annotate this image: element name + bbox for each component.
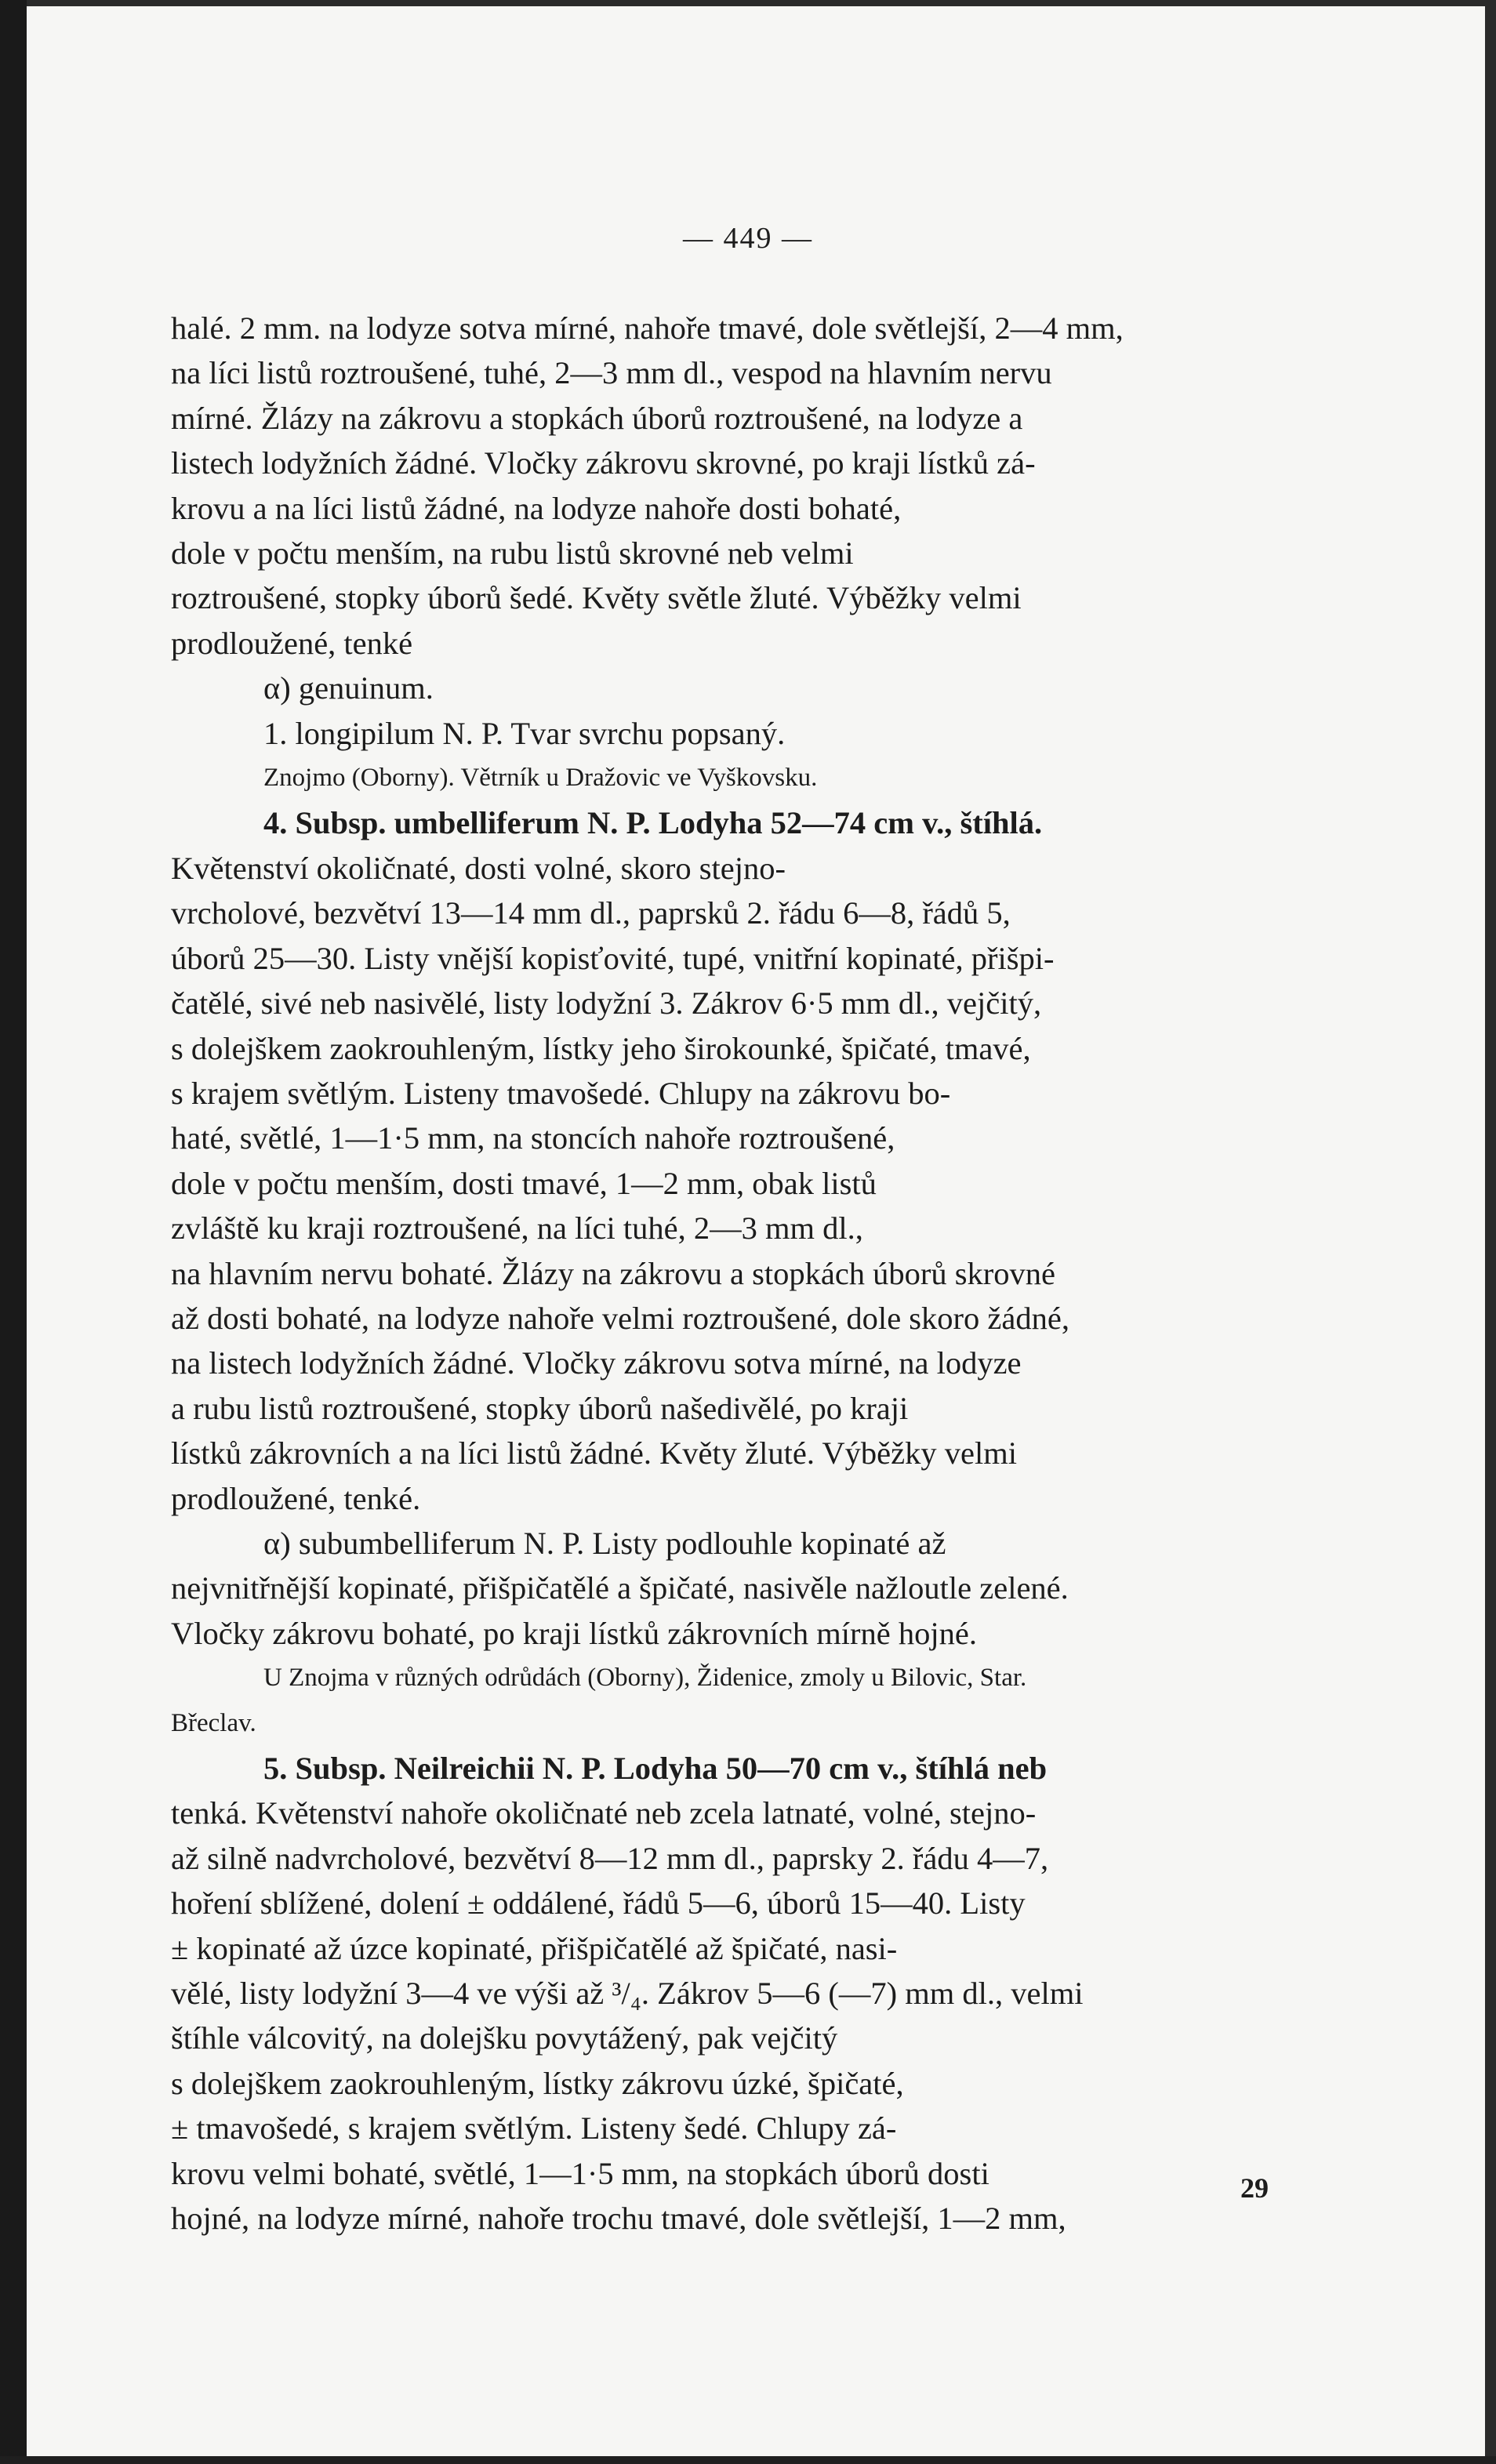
text-line: s dolejškem zaokrouhleným, lístky zákrovu úzké, špičaté, bbox=[171, 2065, 904, 2101]
locality-note: Znojmo (Oborny). Větrník u Dražovic ve Vyškovsku. bbox=[263, 764, 818, 793]
text-line: zvláště ku kraji roztroušené, na líci tuhé, 2—3 mm dl., bbox=[171, 1210, 863, 1247]
variety-heading: α) subumbelliferum N. P. Listy podlouhle kopinaté až bbox=[263, 1525, 946, 1561]
text-line: Květenství okoličnaté, dosti volné, skoro stejno- bbox=[171, 850, 786, 886]
text-line: ± kopinaté až úzce kopinaté, přišpičatělé až špičaté, nasi- bbox=[171, 1930, 898, 1966]
text-line: vělé, listy lodyžní 3—4 ve výši až ³/₄. Zákrov 5—6 (—7) mm dl., velmi bbox=[171, 1976, 1084, 2012]
text-line: prodloužené, tenké. bbox=[171, 1480, 421, 1516]
text-line: tenká. Květenství nahoře okoličnaté neb zcela latnaté, volné, stejno- bbox=[171, 1795, 1037, 1831]
text-line: roztroušené, stopky úborů šedé. Květy světle žluté. Výběžky velmi bbox=[171, 580, 1022, 616]
subspecies-heading: 5. Subsp. Neilreichii N. P. Lodyha 50—70 cm v., štíhlá neb bbox=[263, 1751, 1048, 1786]
scan-edge-left bbox=[0, 0, 27, 2464]
text-line: hojné, na lodyze mírné, nahoře trochu tmavé, dole světlejší, 1—2 mm, bbox=[171, 2201, 1066, 2237]
text-line: krovu velmi bohaté, světlé, 1—1·5 mm, na stopkách úborů dosti bbox=[171, 2155, 989, 2191]
text-line: ± tmavošedé, s krajem světlým. Listeny šedé. Chlupy zá- bbox=[171, 2110, 897, 2146]
text-line: a rubu listů roztroušené, stopky úborů našedivělé, po kraji bbox=[171, 1390, 909, 1426]
text-line: dole v počtu menším, na rubu listů skrovné neb velmi bbox=[171, 535, 854, 572]
locality-note: U Znojma v různých odrůdách (Oborny), Židenice, zmoly u Bilovic, Star. bbox=[263, 1664, 1027, 1693]
text-line: s krajem světlým. Listeny tmavošedé. Chlupy na zákrovu bo- bbox=[171, 1075, 951, 1111]
variety-heading: α) genuinum. bbox=[263, 670, 434, 706]
form-heading: 1. longipilum N. P. Tvar svrchu popsaný. bbox=[263, 715, 786, 751]
text-line: haté, světlé, 1—1·5 mm, na stoncích nahoře roztroušené, bbox=[171, 1120, 895, 1156]
text-line: štíhle válcovitý, na dolejšku povytážený, pak vejčitý bbox=[171, 2020, 838, 2056]
body-text bbox=[171, 306, 1269, 2241]
text-line: na listech lodyžních žádné. Vločky zákrovu sotva mírné, na lodyze bbox=[171, 1345, 1022, 1381]
text-line: mírné. Žlázy na zákrovu a stopkách úborů roztroušené, na lodyze a bbox=[171, 400, 1023, 436]
scan-edge-right bbox=[1485, 0, 1496, 2464]
text-line: prodloužené, tenké bbox=[171, 625, 413, 661]
text-line: čatělé, sivé neb nasivělé, listy lodyžní 3. Zákrov 6·5 mm dl., vejčitý, bbox=[171, 985, 1042, 1022]
text-line: Vločky zákrovu bohaté, po kraji lístků zákrovních mírně hojné. bbox=[171, 1615, 977, 1651]
locality-note: Břeclav. bbox=[171, 1708, 256, 1737]
text-line: až silně nadvrcholové, bezvětví 8—12 mm dl., paprsky 2. řádu 4—7, bbox=[171, 1840, 1049, 1876]
scan-edge-top bbox=[0, 0, 1496, 6]
text-line: na líci listů roztroušené, tuhé, 2—3 mm dl., vespod na hlavním nervu bbox=[171, 355, 1052, 391]
text-line: listech lodyžních žádné. Vločky zákrovu skrovné, po kraji lístků zá- bbox=[171, 445, 1036, 481]
page-number: — 449 — bbox=[683, 222, 813, 255]
text-line: úborů 25—30. Listy vnější kopisťovité, tupé, vnitřní kopinaté, přišpi- bbox=[171, 940, 1055, 976]
subspecies-heading: 4. Subsp. umbelliferum N. P. Lodyha 52—74 cm v., štíhlá. bbox=[263, 805, 1043, 841]
scan-edge-bottom bbox=[0, 2456, 1496, 2464]
text-line: hoření sblížené, dolení ± oddálené, řádů 5—6, úborů 15—40. Listy bbox=[171, 1885, 1026, 1921]
text-line: nejvnitřnější kopinaté, přišpičatělé a špičaté, nasivěle nažloutle zelené. bbox=[171, 1570, 1069, 1606]
text-line: na hlavním nervu bohaté. Žlázy na zákrovu a stopkách úborů skrovné bbox=[171, 1255, 1056, 1291]
text-line: lístků zákrovních a na líci listů žádné. Květy žluté. Výběžky velmi bbox=[171, 1435, 1017, 1472]
signature-mark: 29 bbox=[1240, 2172, 1269, 2204]
text-line: halé. 2 mm. na lodyze sotva mírné, nahoře tmavé, dole světlejší, 2—4 mm, bbox=[171, 310, 1124, 346]
text-line: vrcholové, bezvětví 13—14 mm dl., paprsků 2. řádu 6—8, řádů 5, bbox=[171, 895, 1011, 931]
text-line: s dolejškem zaokrouhleným, lístky jeho širokounké, špičaté, tmavé, bbox=[171, 1030, 1031, 1066]
text-line: dole v počtu menším, dosti tmavé, 1—2 mm, obak listů bbox=[171, 1165, 877, 1201]
text-line: až dosti bohaté, na lodyze nahoře velmi roztroušené, dole skoro žádné, bbox=[171, 1300, 1069, 1336]
text-line: krovu a na líci listů žádné, na lodyze nahoře dosti bohaté, bbox=[171, 490, 902, 526]
